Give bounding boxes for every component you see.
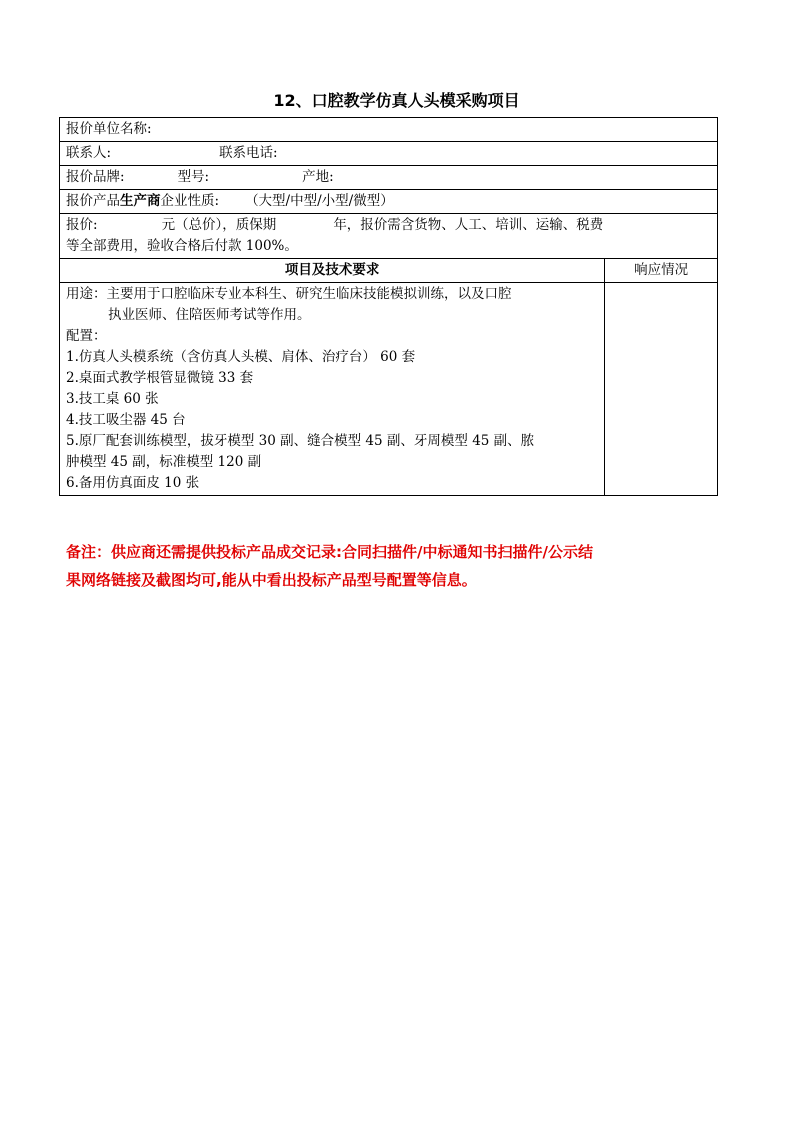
config-item: 4.技工吸尘器 45 台: [66, 412, 186, 428]
unit-row: [60, 118, 718, 142]
requirements-cell: [60, 283, 605, 496]
price-text-1: 年，报价需含货物、人工、培训、运输、税费: [333, 217, 604, 233]
header-row: [60, 259, 718, 283]
config-item: 1.仿真人头模系统（含仿真人头模、肩体、治疗台） 60 套: [66, 349, 416, 365]
response-cell[interactable]: [605, 283, 718, 496]
enterprise-options: （大型/中型/小型/微型）: [245, 193, 394, 209]
note-line-1: 备注：供应商还需提供投标产品成交记录:合同扫描件/中标通知书扫描件/公示结: [66, 543, 593, 561]
remark-note: [66, 538, 726, 594]
procurement-table: [59, 117, 718, 496]
config-item: 5.原厂配套训练模型，拔牙模型 30 副、缝合模型 45 副、牙周模型 45 副、脓: [66, 433, 535, 449]
producer-row: [60, 190, 718, 214]
brand-cell[interactable]: [60, 166, 718, 190]
unit-cell[interactable]: [60, 118, 718, 142]
price-cell[interactable]: [60, 214, 718, 259]
brand-label: 报价品牌:: [66, 169, 125, 185]
model-label: 型号:: [177, 169, 210, 185]
contact-label: 联系人:: [66, 145, 112, 161]
price-row: [60, 214, 718, 259]
producer-prefix: 报价产品: [66, 193, 120, 209]
producer-cell[interactable]: [60, 190, 718, 214]
producer-bold: 生产商: [120, 193, 161, 209]
config-item: 2.桌面式教学根管显微镜 33 套: [66, 370, 254, 386]
origin-label: 产地:: [302, 169, 334, 185]
brand-row: [60, 166, 718, 190]
usage-line-2: 执业医师、住陪医师考试等作用。: [108, 307, 311, 323]
response-header: 响应情况: [605, 259, 718, 283]
contact-row: [60, 142, 718, 166]
producer-suffix: 企业性质:: [160, 193, 220, 209]
unit-label: 报价单位名称:: [66, 121, 152, 137]
note-line-2: 果网络链接及截图均可,能从中看出投标产品型号配置等信息。: [66, 571, 477, 589]
config-item: 3.技工桌 60 张: [66, 391, 159, 407]
config-label: 配置：: [66, 328, 107, 344]
config-item: 肿模型 45 副，标准模型 120 副: [66, 454, 262, 470]
price-line-1: [66, 215, 711, 236]
requirements-header: 项目及技术要求: [60, 259, 605, 283]
usage-line-1: 用途：主要用于口腔临床专业本科生、研究生临床技能模拟训练，以及口腔: [66, 286, 512, 302]
price-unit: 元（总价），质保期: [161, 217, 277, 233]
price-label: 报价:: [66, 217, 98, 233]
requirements-row: [60, 283, 718, 496]
phone-label: 联系电话:: [219, 145, 278, 161]
contact-cell[interactable]: [60, 142, 718, 166]
price-text-2: 等全部费用，验收合格后付款 100%。: [66, 238, 298, 254]
config-item: 6.备用仿真面皮 10 张: [66, 475, 200, 491]
page-title: 12、口腔教学仿真人头模采购项目: [273, 91, 520, 110]
